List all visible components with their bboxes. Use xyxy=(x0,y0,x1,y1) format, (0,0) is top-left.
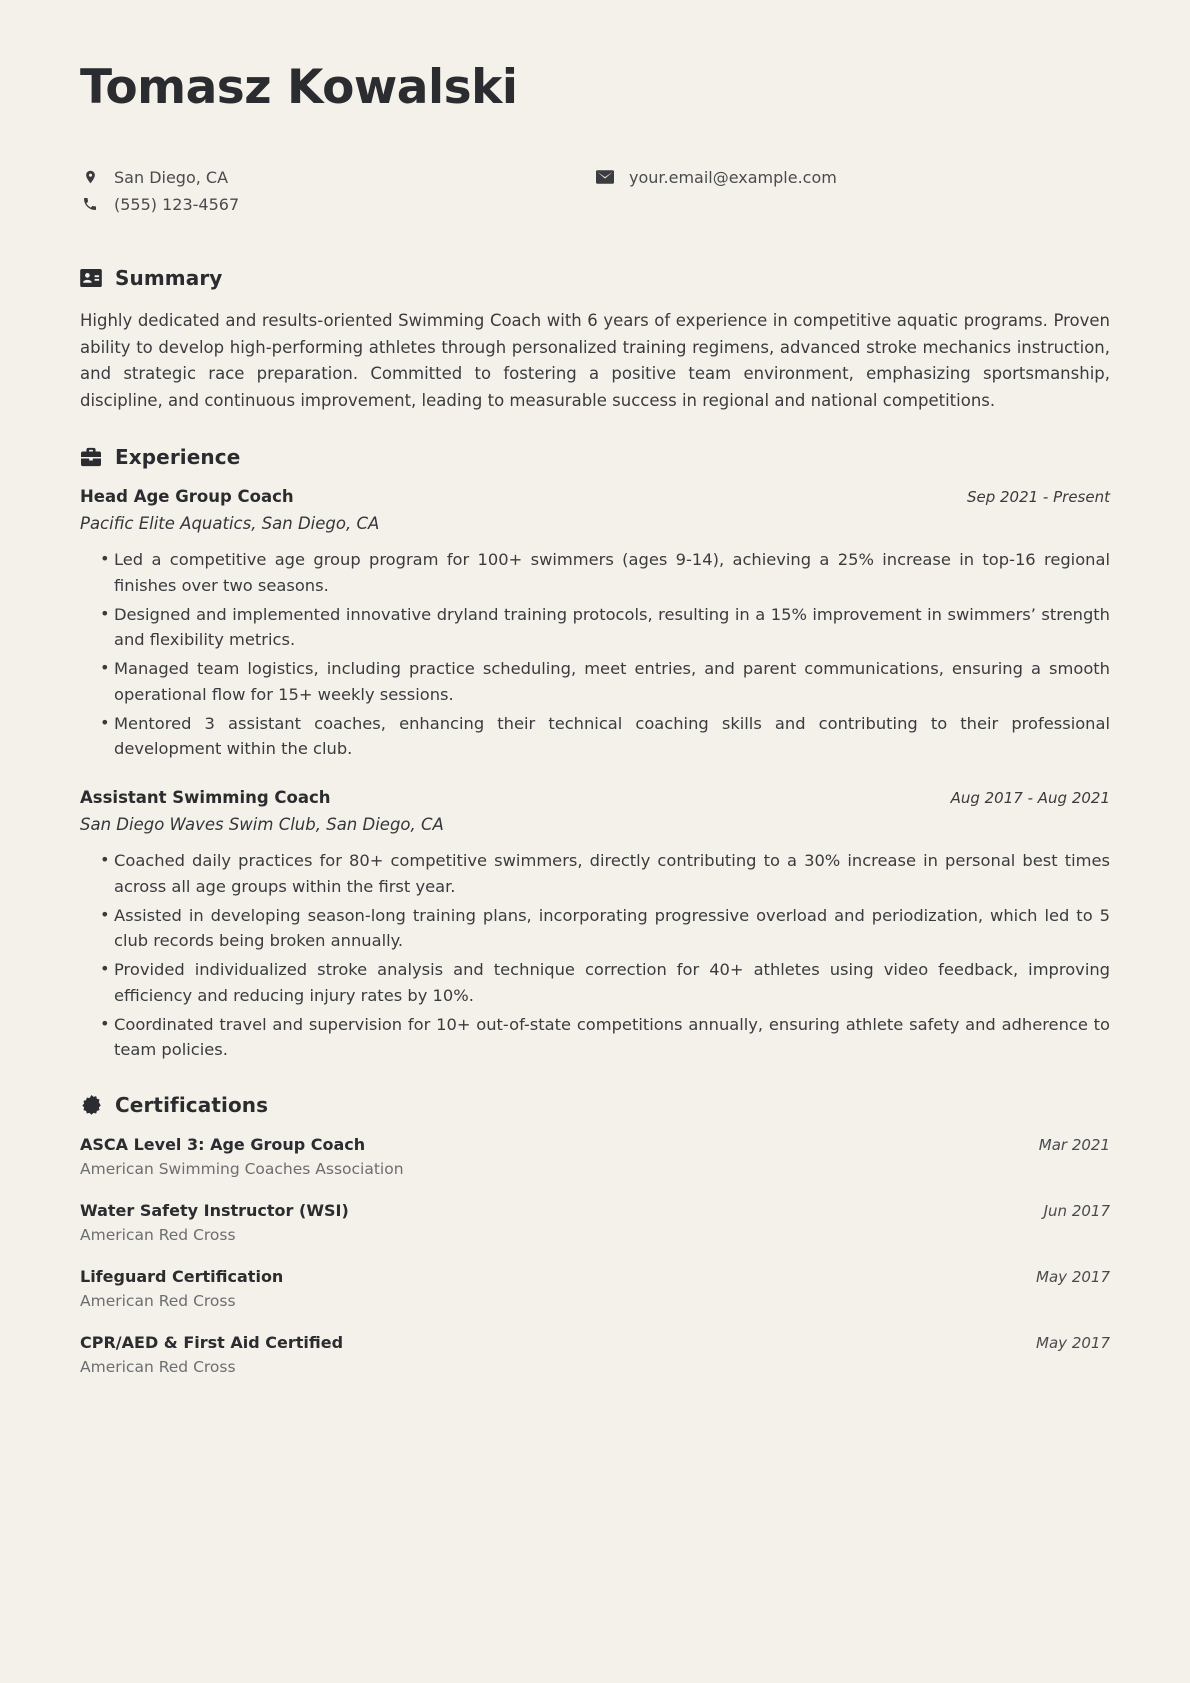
experience-job-date: Aug 2017 - Aug 2021 xyxy=(950,789,1110,808)
experience-job-company: Pacific Elite Aquatics, San Diego, CA xyxy=(80,514,380,534)
certificate-badge-icon xyxy=(80,1094,102,1116)
experience-item xyxy=(80,788,1110,1063)
list-item: • Managed team logistics, including practice scheduling, meet entries, and parent communications, ensuring a smooth operational flow for 15+ weekly sessions. xyxy=(100,656,1110,707)
contact-location xyxy=(80,168,595,187)
certification-date: May 2017 xyxy=(1036,1334,1110,1352)
section-summary xyxy=(80,266,1110,416)
certification-title: CPR/AED & First Aid Certified xyxy=(80,1333,344,1352)
list-item: • Designed and implemented innovative dryland training protocols, resulting in a 15% improvement in swimmers’ strength and flexibility metrics. xyxy=(100,602,1110,653)
experience-bullet-list xyxy=(80,547,1110,762)
certification-item xyxy=(80,1333,1110,1376)
page-title: Tomasz Kowalski xyxy=(80,60,518,115)
section-experience xyxy=(80,445,1110,1063)
experience-job-date: Sep 2021 - Present xyxy=(966,488,1110,507)
id-card-icon xyxy=(80,267,102,289)
certification-item-header xyxy=(80,1267,1110,1286)
certification-date: Jun 2017 xyxy=(1043,1202,1110,1220)
briefcase-icon xyxy=(80,446,102,468)
list-item: • Coordinated travel and supervision for 10+ out-of-state competitions annually, ensuring athlete safety and adherence to team policies. xyxy=(100,1012,1110,1063)
section-certifications xyxy=(80,1093,1110,1376)
envelope-icon xyxy=(595,170,615,184)
contact-email-text[interactable]: your.email@example.com xyxy=(629,167,837,187)
experience-item xyxy=(80,487,1110,762)
list-item: • Assisted in developing season-long training plans, incorporating progressive overload and periodization, which led to 5 club records being broken annually. xyxy=(100,903,1110,954)
section-certifications-title: Certifications xyxy=(115,1093,269,1117)
certification-date: Mar 2021 xyxy=(1038,1136,1110,1154)
certification-item-header xyxy=(80,1333,1110,1352)
section-experience-header xyxy=(80,445,1110,469)
contact-column-right xyxy=(595,168,1110,214)
section-summary-title: Summary xyxy=(115,265,223,290)
certification-item-header xyxy=(80,1135,1110,1154)
certification-organization: American Red Cross xyxy=(80,1358,236,1376)
certification-item xyxy=(80,1201,1110,1244)
contact-email xyxy=(595,168,1110,187)
certification-organization: American Red Cross xyxy=(80,1226,236,1244)
certification-title: Water Safety Instructor (WSI) xyxy=(80,1201,349,1220)
section-experience-title: Experience xyxy=(115,445,241,470)
list-item: • Led a competitive age group program for 100+ swimmers (ages 9-14), achieving a 25% increase in top-16 regional finishes over two seasons. xyxy=(100,547,1110,598)
certification-item-header xyxy=(80,1201,1110,1220)
experience-item-header xyxy=(80,788,1110,807)
experience-bullet-list xyxy=(80,848,1110,1063)
contact-info xyxy=(80,168,1110,214)
contact-phone xyxy=(80,195,595,214)
section-certifications-header xyxy=(80,1093,1110,1117)
contact-phone-text: (555) 123-4567 xyxy=(114,194,240,214)
experience-item-header xyxy=(80,487,1110,506)
section-summary-header xyxy=(80,266,1110,290)
experience-job-company: San Diego Waves Swim Club, San Diego, CA xyxy=(80,815,444,835)
certification-organization: American Swimming Coaches Association xyxy=(80,1160,404,1178)
contact-location-text: San Diego, CA xyxy=(114,167,229,187)
list-item: • Coached daily practices for 80+ competitive swimmers, directly contributing to a 30% increase in personal best times across all age groups within the first year. xyxy=(100,848,1110,899)
certification-title: ASCA Level 3: Age Group Coach xyxy=(80,1135,366,1154)
location-pin-icon xyxy=(80,168,100,186)
certification-item xyxy=(80,1135,1110,1178)
certification-item xyxy=(80,1267,1110,1310)
summary-text: Highly dedicated and results-oriented Swimming Coach with 6 years of experience in competitive aquatic programs. Proven ability to develop high-performing athletes through personalized training regimens, advanced stroke mechanics instruction, and strategic race preparation. Committed to fostering a positive team environment, emphasizing sportsmanship, discipline, and continuous improvement, leading to measurable success in regional and national competitions. xyxy=(80,310,1110,411)
experience-job-title: Assistant Swimming Coach xyxy=(80,788,331,808)
list-item: • Provided individualized stroke analysis and technique correction for 40+ athletes using video feedback, improving efficiency and reducing injury rates by 10%. xyxy=(100,957,1110,1008)
phone-icon xyxy=(80,196,100,212)
contact-column-left xyxy=(80,168,595,214)
list-item: • Mentored 3 assistant coaches, enhancing their technical coaching skills and contributing to their professional development within the club. xyxy=(100,711,1110,762)
experience-job-title: Head Age Group Coach xyxy=(80,487,294,507)
certification-title: Lifeguard Certification xyxy=(80,1267,284,1286)
certification-date: May 2017 xyxy=(1036,1268,1110,1286)
certification-organization: American Red Cross xyxy=(80,1292,236,1310)
